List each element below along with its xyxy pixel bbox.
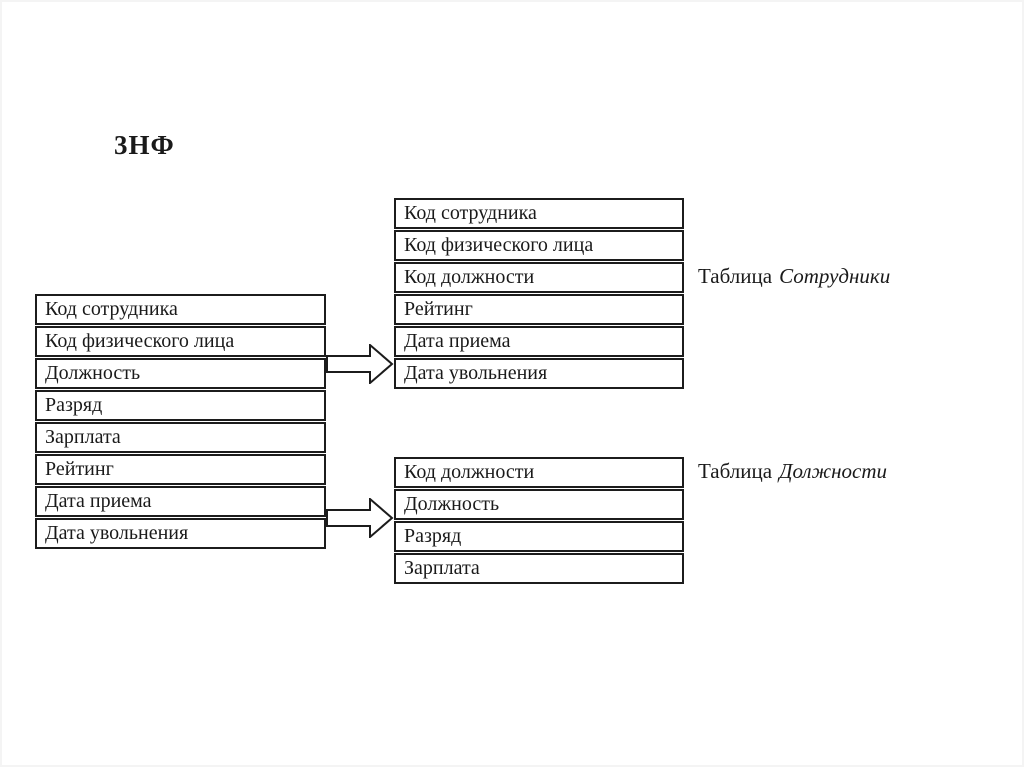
table-row: Должность — [394, 489, 684, 520]
right-arrow-icon — [326, 498, 394, 538]
table-row: Дата увольнения — [394, 358, 684, 389]
employees-table — [394, 198, 684, 389]
employees-table-label — [698, 264, 890, 289]
page-title: 3НФ — [114, 130, 175, 160]
table-row: Дата увольнения — [35, 518, 326, 549]
table-row: Зарплата — [35, 422, 326, 453]
table-row: Код должности — [394, 262, 684, 293]
right-arrow-icon — [326, 344, 394, 384]
source-table — [35, 294, 326, 549]
table-row: Код физического лица — [35, 326, 326, 357]
table-row: Разряд — [394, 521, 684, 552]
table-label-name: Сотрудники — [779, 264, 891, 288]
table-row: Дата приема — [394, 326, 684, 357]
table-row: Разряд — [35, 390, 326, 421]
table-label-prefix: Таблица — [698, 264, 773, 288]
table-label-name: Должности — [779, 459, 888, 483]
positions-table — [394, 457, 684, 584]
table-label-prefix: Таблица — [698, 459, 773, 483]
table-row: Рейтинг — [394, 294, 684, 325]
table-row: Код должности — [394, 457, 684, 488]
positions-table-label — [698, 459, 887, 484]
table-row: Должность — [35, 358, 326, 389]
table-row: Зарплата — [394, 553, 684, 584]
table-row: Рейтинг — [35, 454, 326, 485]
table-row: Код физического лица — [394, 230, 684, 261]
table-row: Дата приема — [35, 486, 326, 517]
table-row: Код сотрудника — [35, 294, 326, 325]
table-row: Код сотрудника — [394, 198, 684, 229]
